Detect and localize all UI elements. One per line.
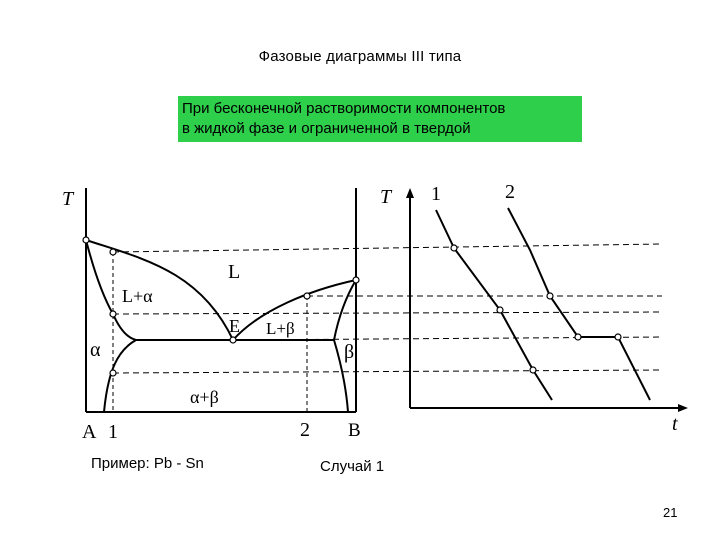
label-B: B: [348, 420, 361, 441]
cooling-curves: [406, 188, 688, 412]
description-line-1: При бесконечной растворимости компонентов: [182, 100, 506, 117]
cooling-axis-t-label: t: [672, 413, 678, 435]
region-beta: β: [344, 341, 355, 363]
cooling-axis-T-arrow: [406, 188, 414, 198]
region-L-beta: L+β: [266, 319, 295, 338]
region-alpha: α: [90, 339, 101, 361]
axis-T-right: T: [380, 186, 392, 208]
slide-title: Фазовые диаграммы III типа: [258, 48, 462, 65]
region-L-alpha: L+α: [122, 286, 153, 306]
cooling-axis-t-arrow: [678, 404, 688, 412]
region-alpha-beta: α+β: [190, 387, 219, 407]
page-number: 21: [663, 505, 678, 520]
cooling-curve-1-label: 1: [431, 183, 441, 205]
case-caption: Случай 1: [320, 458, 385, 475]
projection-lines: [113, 244, 662, 373]
phase-points: [83, 237, 359, 376]
label-A: A: [82, 421, 97, 443]
cooling-curve-2-label: 2: [505, 181, 515, 203]
description-line-2: в жидкой фазе и ограниченной в твердой: [182, 120, 471, 137]
example-caption: Пример: Pb - Sn: [91, 455, 204, 472]
axis-T-left: T: [62, 188, 74, 210]
liquidus-left: [86, 240, 233, 340]
solidus-right: [334, 280, 356, 340]
region-L: L: [228, 261, 241, 283]
label-alloy-2: 2: [300, 419, 310, 441]
label-alloy-1: 1: [108, 421, 118, 443]
cooling-curve-2: [508, 208, 650, 400]
point-E: E: [229, 316, 240, 336]
solvus-left: [104, 340, 136, 412]
